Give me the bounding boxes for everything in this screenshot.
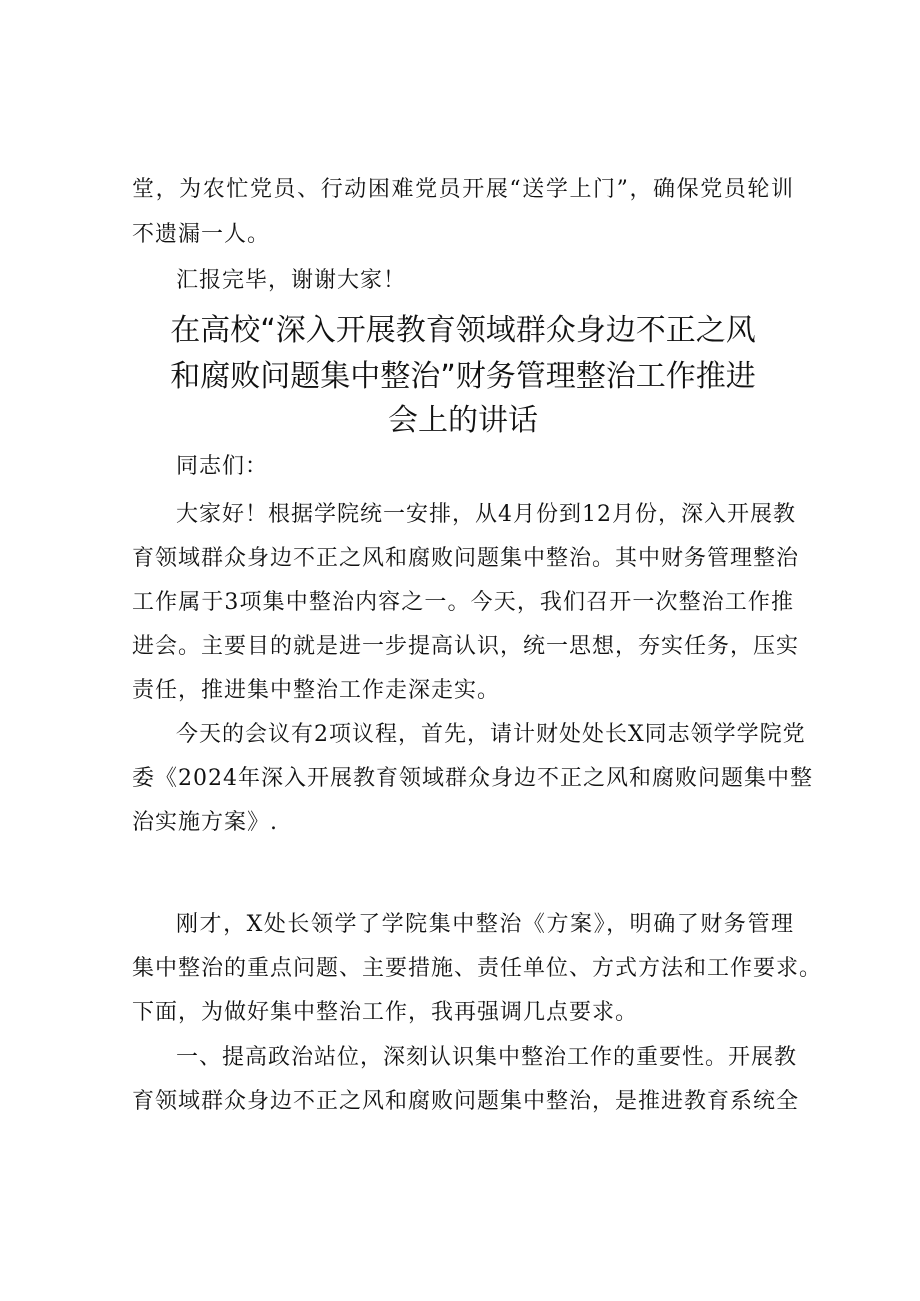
document-page [132,0,823,1301]
paragraph-line: 治实施方案》. [132,810,278,835]
paragraph-line: 集中整治的重点问题、主要措施、责任单位、方式方法和工作要求。 [132,956,823,981]
speech-title-line-1: 在高校“深入开展教育领域群众身边不正之风 [170,313,756,348]
paragraph-line: 育领域群众身边不正之风和腐败问题集中整治。其中财务管理整治 [132,546,800,571]
paragraph-line: 大家好！根据学院统一安排，从4月份到12月份，深入开展教 [176,502,796,527]
paragraph-line: 工作属于3项集中整治内容之一。今天，我们召开一次整治工作推 [132,590,794,615]
speech-title-line-2: 和腐败问题集中整治”财务管理整治工作推进 [170,359,756,394]
paragraph-line: 进会。主要目的就是进一步提高认识，统一思想，夯实任务，压实 [132,634,800,659]
paragraph-line: 一、提高政治站位，深刻认识集中整治工作的重要性。开展教 [176,1045,798,1070]
paragraph-line: 堂，为农忙党员、行动困难党员开展“送学上门”，确保党员轮训 [132,177,794,202]
paragraph-line: 今天的会议有2项议程，首先，请计财处处长X同志领学学院党 [176,722,806,747]
paragraph-line: 刚才，X处长领学了学院集中整治《方案》，明确了财务管理 [176,912,794,937]
paragraph-line: 委《2024年深入开展教育领域群众身边不正之风和腐败问题集中整 [132,766,813,791]
salutation: 同志们： [176,454,269,479]
paragraph-line: 责任，推进集中整治工作走深走实。 [132,678,501,703]
paragraph-line: 不遗漏一人。 [132,222,271,247]
paragraph-line: 育领域群众身边不正之风和腐败问题集中整治，是推进教育系统全 [132,1089,800,1114]
paragraph-line: 下面，为做好集中整治工作，我再强调几点要求。 [132,1000,639,1025]
closing-remark: 汇报完毕，谢谢大家！ [176,268,407,293]
speech-title-line-3: 会上的讲话 [388,403,538,438]
